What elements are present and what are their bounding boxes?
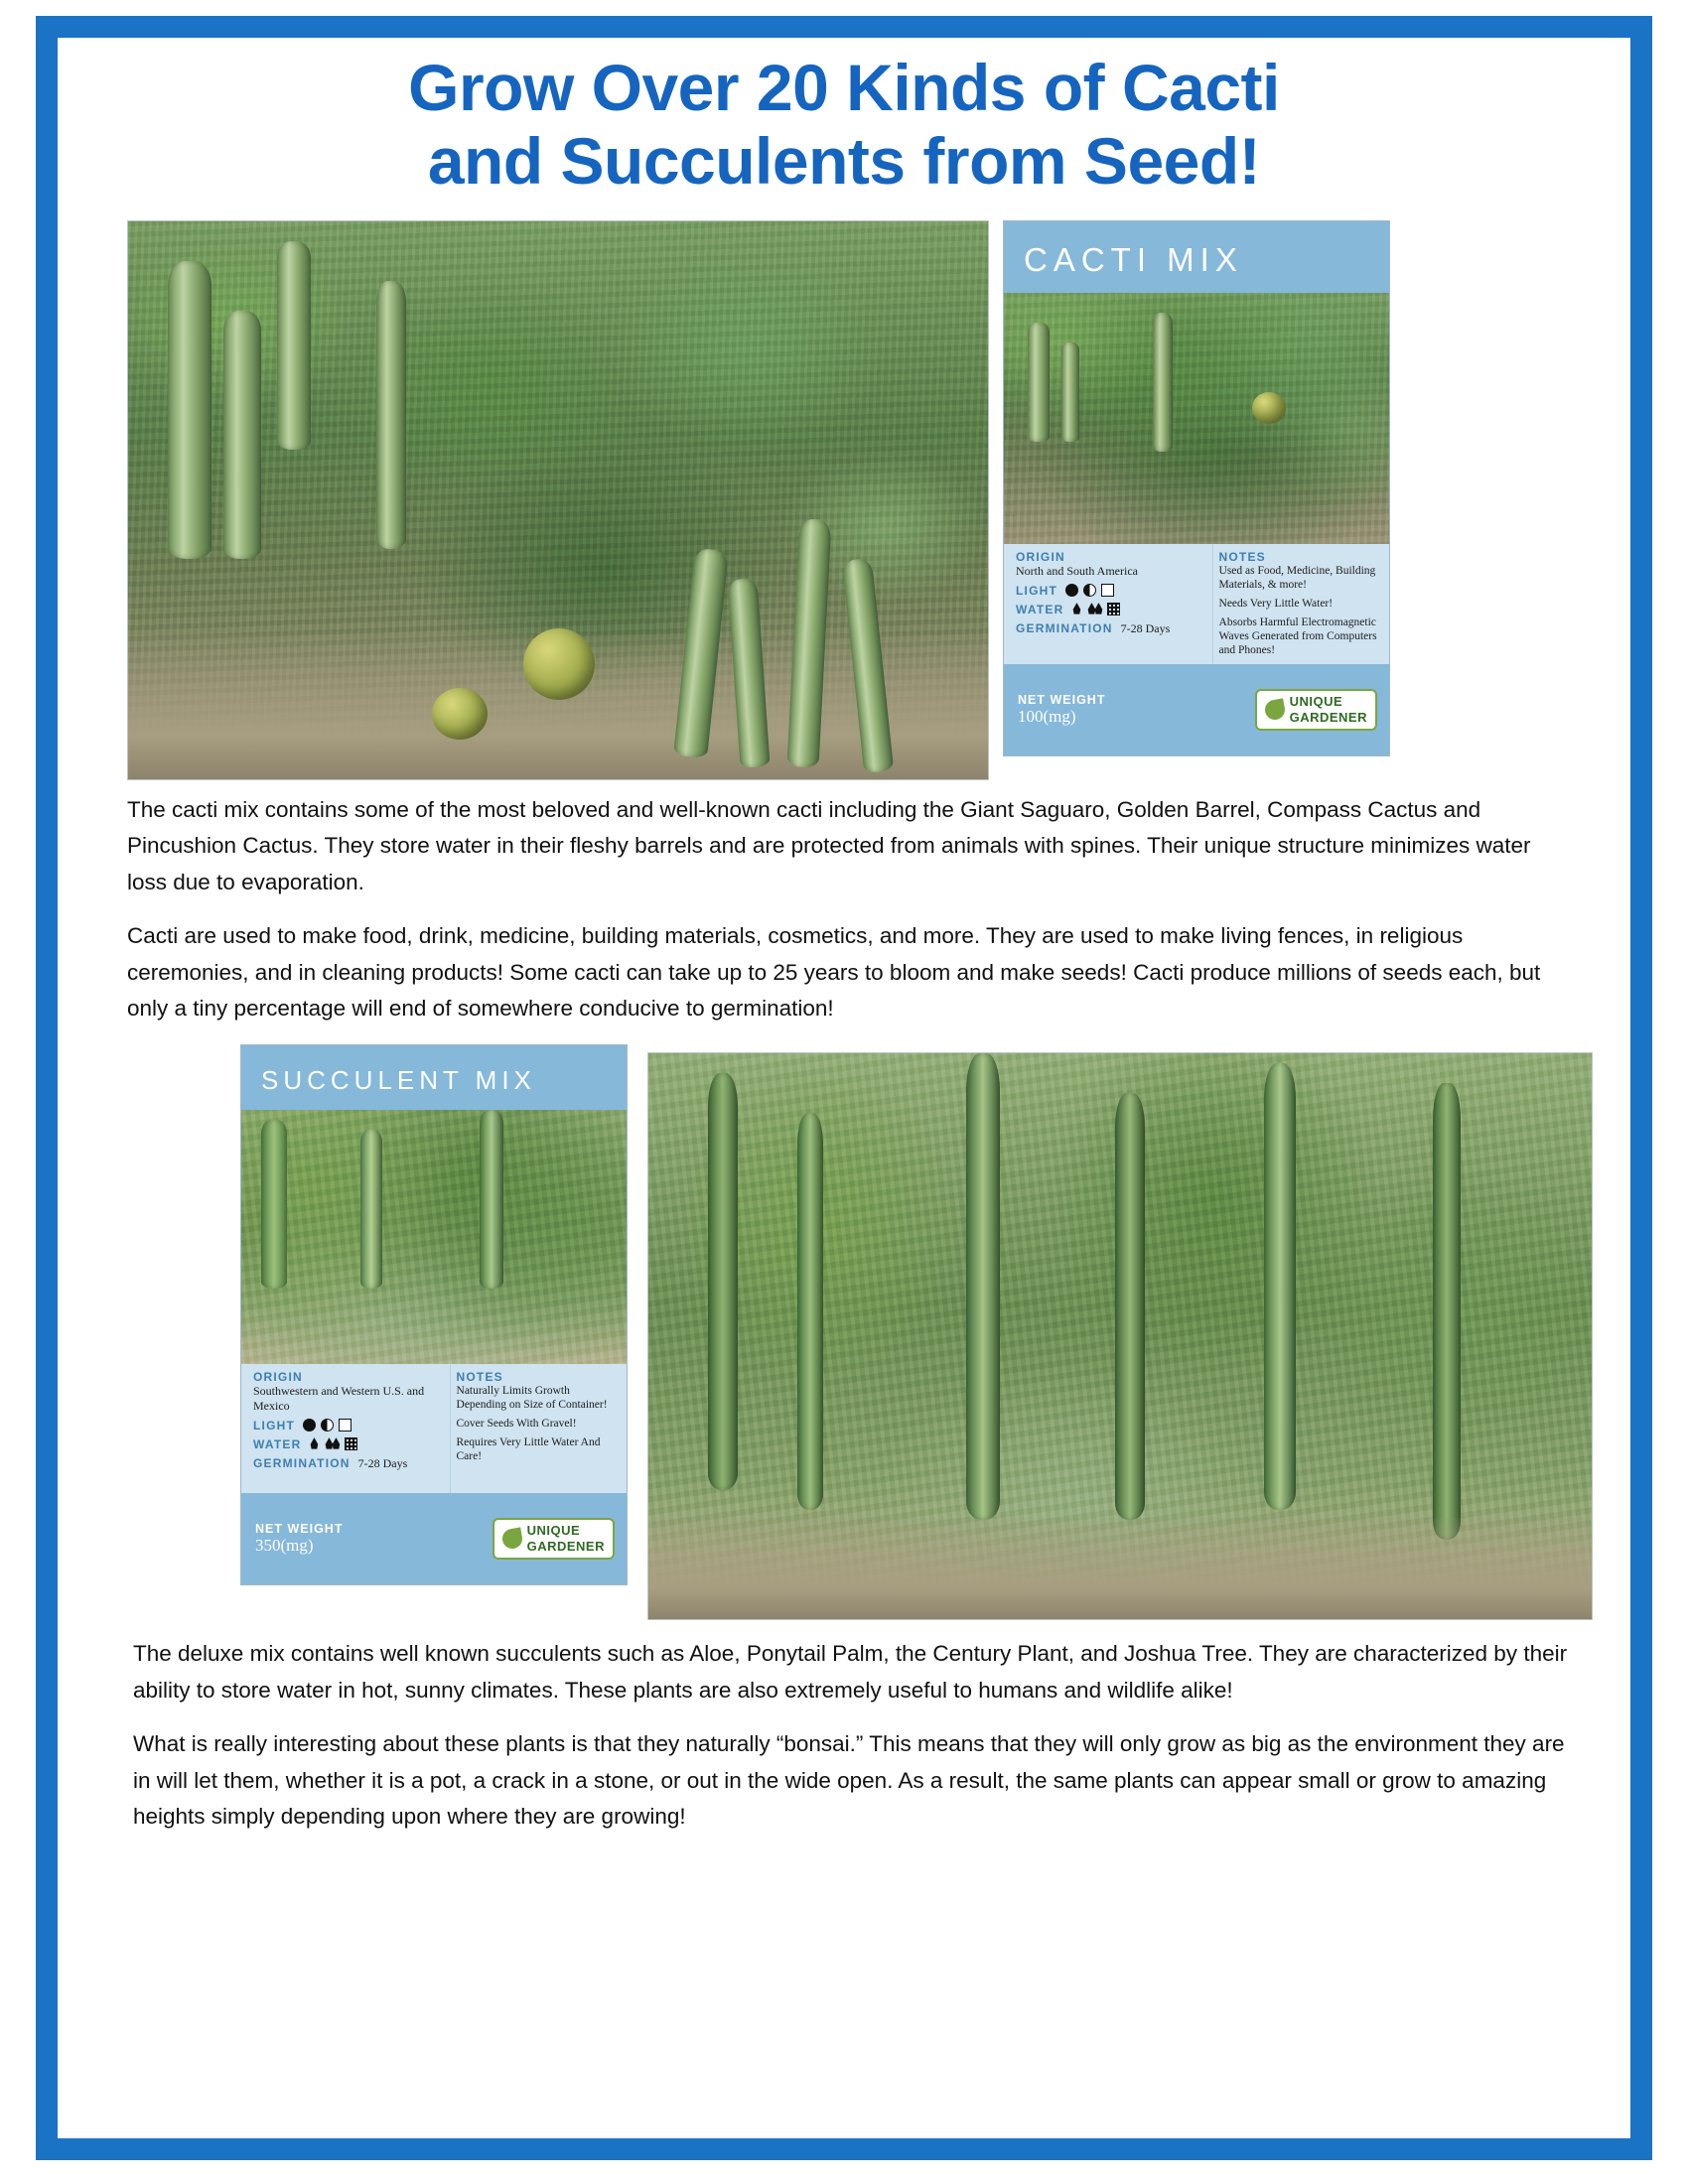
double-drop-icon (324, 1437, 340, 1450)
germination-row (253, 1456, 446, 1471)
packet-photo (1004, 293, 1389, 544)
headline-line-1: Grow Over 20 Kinds of Cacti (408, 51, 1280, 124)
cactus-column (376, 281, 406, 549)
water-icons (1071, 603, 1120, 615)
document-content (79, 44, 1609, 2138)
packet-succulent-art (241, 1110, 627, 1363)
brand-text (1290, 694, 1367, 726)
light-icons (1065, 584, 1114, 597)
cacti-garden-photo (127, 220, 989, 780)
notes-label: NOTES (1218, 549, 1266, 564)
paragraph-succulent-2: What is really interesting about these plants is that they naturally “bonsai.” This means that they will only grow as big as the environment they are in will let them, whether it is a pot, a crack in a stone, or out in the wide open. As a result, the same plants can appear small or grow to amazing heights simply depending upon where they are growing! (133, 1731, 1565, 1830)
water-row (253, 1437, 446, 1451)
germination-value: 7-28 Days (1120, 620, 1171, 635)
net-weight-value: 100(mg) (1018, 707, 1076, 727)
succulent-stem (1433, 1083, 1461, 1540)
paragraph-succulent-1: The deluxe mix contains well known succulents such as Aloe, Ponytail Palm, the Century Plant, and Joshua Tree. They are characterized by their ability to store water in hot, sunny climates. These plants are also extremely useful to humans and wildlife alike! (133, 1641, 1568, 1703)
cactus-column (1028, 323, 1050, 442)
brand-text (527, 1523, 605, 1555)
cactus-column (1153, 313, 1173, 452)
ground-art (648, 1518, 1592, 1620)
light-icons (303, 1419, 352, 1432)
top-image-row (79, 220, 1609, 778)
brand-line-1: UNIQUE (526, 1523, 581, 1539)
germination-label: GERMINATION (253, 1456, 351, 1471)
notes-label: NOTES (456, 1369, 503, 1384)
note-item: Requires Very Little Water And Care! (456, 1435, 601, 1462)
full-sun-dot-icon (1065, 584, 1078, 597)
half-sun-dot-icon (321, 1419, 334, 1432)
germination-value: 7-28 Days (357, 1455, 408, 1470)
double-drop-icon (1086, 603, 1102, 615)
packet-card (240, 1044, 628, 1585)
brand-line-1: UNIQUE (1289, 694, 1343, 710)
net-weight-block (1018, 693, 1105, 727)
net-weight-label: NET WEIGHT (255, 1522, 344, 1537)
germination-label: GERMINATION (1016, 621, 1113, 636)
water-icons (309, 1437, 357, 1450)
middle-image-row (79, 1044, 1609, 1618)
single-drop-icon (1071, 603, 1081, 615)
leaf-icon (1263, 698, 1286, 721)
succulent-stem (966, 1053, 1000, 1520)
cactus-column (277, 241, 311, 450)
cacti-body-text (79, 792, 1609, 1027)
brand-logo (1255, 689, 1377, 731)
brand-line-2: GARDENER (1289, 710, 1367, 726)
germination-row (1016, 621, 1208, 636)
succulent-stem (360, 1130, 382, 1289)
cactus-column (1061, 342, 1079, 442)
water-row (1016, 603, 1208, 616)
paragraph-cacti-1: The cacti mix contains some of the most beloved and well-known cacti including the Giant Saguaro, Golden Barrel, Compass Cactus and Pincushion Cactus. They store water in their fleshy barrels and are protected from animals with spines. Their unique structure minimizes water loss due to evaporation. (127, 796, 1531, 894)
light-row (253, 1419, 446, 1433)
packet-photo (241, 1110, 627, 1363)
full-sun-dot-icon (303, 1419, 316, 1432)
packet-card (1003, 220, 1390, 756)
succulent-stem (797, 1113, 823, 1510)
paragraph-cacti-2: Cacti are used to make food, drink, medicine, building materials, cosmetics, and more. They are used to make living fences, in religious ceremonies, and in cleaning products! Some cacti can take up to 25 years to bloom and make seeds! Cacti produce millions of seeds each, but only a tiny percentage will end of somewhere conducive to germination! (127, 923, 1541, 1021)
note-item: Naturally Limits Growth Depending on Size of Container! (456, 1384, 608, 1411)
succulent-garden-photo (647, 1052, 1593, 1620)
packet-footer (241, 1493, 627, 1584)
succulent-mix-seed-packet (240, 1044, 628, 1585)
light-label: LIGHT (253, 1418, 295, 1433)
cacti-mix-seed-packet (1003, 220, 1390, 756)
barrel-cactus (432, 688, 488, 740)
succulent-stem (261, 1120, 287, 1289)
note-item: Absorbs Harmful Electromagnetic Waves Generated from Computers and Phones! (1218, 615, 1377, 656)
light-label: LIGHT (1016, 583, 1057, 598)
leaf-icon (500, 1528, 523, 1551)
brand-logo (492, 1518, 615, 1560)
barrel-cactus (1252, 392, 1286, 424)
note-item: Cover Seeds With Gravel! (456, 1417, 577, 1430)
shade-dot-icon (339, 1419, 352, 1432)
origin-label: ORIGIN (253, 1369, 303, 1384)
origin-value: Southwestern and Western U.S. and Mexico (253, 1383, 425, 1413)
grid-icon (345, 1437, 357, 1450)
net-weight-label: NET WEIGHT (1018, 693, 1106, 708)
succulent-body-text (79, 1636, 1609, 1835)
light-row (1016, 584, 1208, 598)
headline-line-2: and Succulents from Seed! (427, 123, 1261, 198)
succulent-stem (1264, 1063, 1296, 1510)
shade-dot-icon (1101, 584, 1114, 597)
origin-label: ORIGIN (1016, 549, 1065, 564)
grid-icon (1107, 603, 1120, 615)
page-title (79, 44, 1609, 199)
cactus-column (223, 311, 261, 559)
succulent-stem (480, 1110, 503, 1289)
note-item: Needs Very Little Water! (1218, 597, 1334, 610)
packet-title: SUCCULENT MIX (261, 1065, 536, 1096)
packet-footer (1004, 664, 1389, 754)
net-weight-block (255, 1522, 343, 1556)
cactus-column (168, 261, 211, 559)
note-item: Used as Food, Medicine, Building Materials, & more! (1218, 564, 1376, 591)
packet-title: CACTI MIX (1024, 240, 1243, 278)
single-drop-icon (309, 1437, 319, 1450)
succulent-stem (708, 1073, 738, 1490)
half-sun-dot-icon (1083, 584, 1096, 597)
brand-line-2: GARDENER (526, 1539, 605, 1555)
water-label: WATER (253, 1436, 302, 1451)
barrel-cactus (523, 628, 595, 700)
water-label: WATER (1016, 602, 1064, 616)
origin-value: North and South America (1016, 563, 1138, 578)
succulent-stem (1115, 1093, 1145, 1520)
net-weight-value: 350(mg) (255, 1536, 314, 1556)
